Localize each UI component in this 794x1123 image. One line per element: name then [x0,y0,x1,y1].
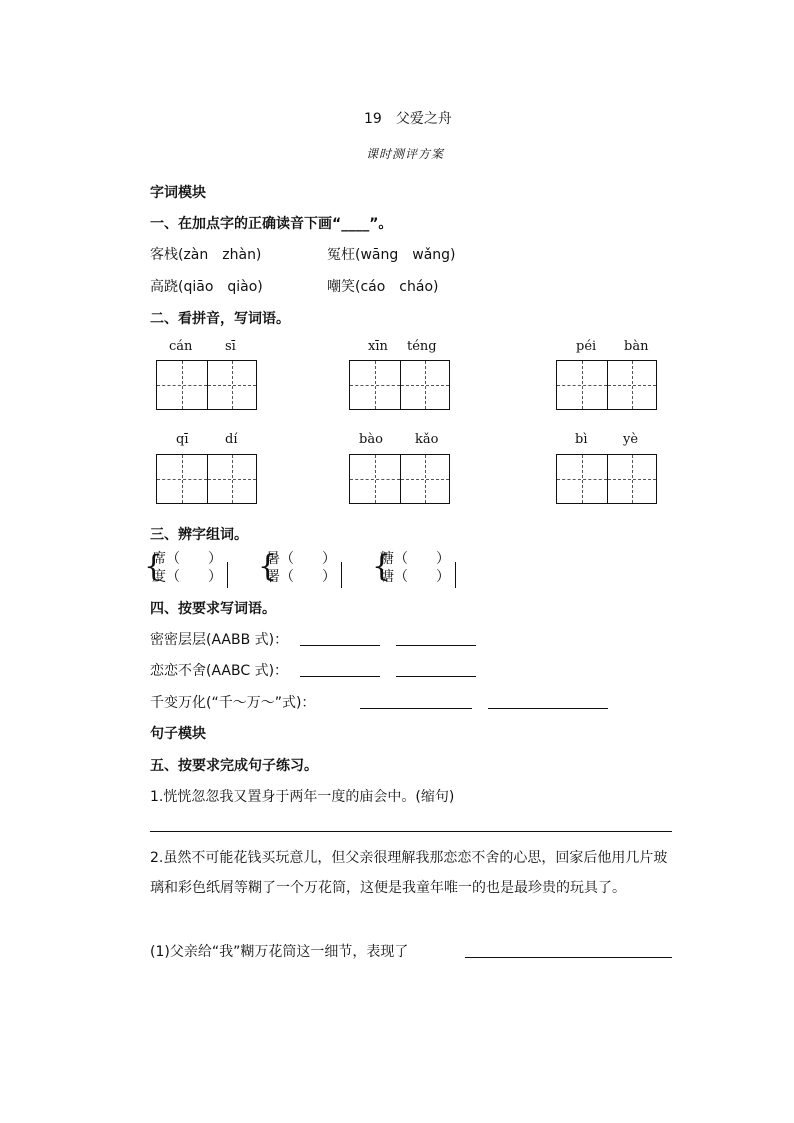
char-pair-item: 署（ ） [266,569,336,585]
pinyin-label: bì [575,432,588,447]
question-1-title: 一、在加点字的正确读音下画“____”。 [150,216,393,232]
writing-grid[interactable] [556,454,657,504]
pinyin-label: péi [576,339,597,354]
bracket-line [341,562,342,588]
q1-item: 冤枉(wāng wǎng) [327,247,456,263]
pinyin-label: bàn [624,339,649,354]
bracket-line [227,562,228,588]
left-brace-icon: { [258,549,278,584]
char-pair-item: 度（ ） [152,569,222,585]
char-pair-item: 塘（ ） [380,569,450,585]
answer-line[interactable] [300,676,380,677]
q1-item: 嘲笑(cáo cháo) [327,279,439,295]
left-brace-icon: { [144,549,164,584]
answer-line[interactable] [360,708,472,709]
answer-line[interactable] [465,957,672,958]
writing-grid[interactable] [156,454,257,504]
page-subtitle: 课时测评方案 [366,147,445,161]
module-heading-words: 字词模块 [150,185,206,201]
sentence-2-question: (1)父亲给“我”糊万花筒这一细节，表现了 [150,944,409,960]
bracket-line [455,562,456,588]
char-pair-item: 席（ ） [152,551,222,567]
pinyin-label: dí [225,432,238,447]
module-heading-sentences: 句子模块 [150,726,206,742]
question-4-title: 四、按要求写词语。 [150,601,276,617]
q4-item-label: 密密层层(AABB 式)： [150,632,289,648]
writing-grid[interactable] [556,360,657,410]
sentence-1: 1.恍恍忽忽我又置身于两年一度的庙会中。(缩句) [150,789,455,805]
left-brace-icon: { [372,549,392,584]
pinyin-label: yè [623,432,639,447]
answer-line[interactable] [488,708,608,709]
writing-grid[interactable] [349,360,450,410]
pinyin-label: xīn [368,339,388,354]
pinyin-label: kǎo [415,432,439,447]
q1-item: 客栈(zàn zhàn) [150,247,262,263]
answer-line[interactable] [150,831,672,832]
pinyin-label: téng [407,339,437,354]
pinyin-label: bào [359,432,383,447]
page-title: 19 父爱之舟 [364,111,452,127]
pinyin-label: sī [225,339,236,354]
question-2-title: 二、看拼音，写词语。 [150,311,290,327]
answer-line[interactable] [396,676,476,677]
sentence-2: 2.虽然不可能花钱买玩意儿，但父亲很理解我那恋恋不舍的心思，回家后他用几片玻璃和彩色纸屑等糊了一个万花筒，这便是我童年唯一的也是最珍贵的玩具了。 [150,850,668,896]
pinyin-label: cán [169,339,193,354]
answer-line[interactable] [300,645,380,646]
q4-item-label: 千变万化(“千～万～”式)： [150,695,316,711]
writing-grid[interactable] [349,454,450,504]
question-3-title: 三、辨字组词。 [150,527,248,543]
question-5-title: 五、按要求完成句子练习。 [150,758,318,774]
answer-line[interactable] [396,645,476,646]
pinyin-label: qī [176,432,189,447]
q4-item-label: 恋恋不舍(AABC 式)： [150,663,289,679]
q1-item: 高跷(qiāo qiào) [150,279,263,295]
char-pair-item: 糖（ ） [380,551,450,567]
char-pair-item: 暑（ ） [266,551,336,567]
writing-grid[interactable] [156,360,257,410]
